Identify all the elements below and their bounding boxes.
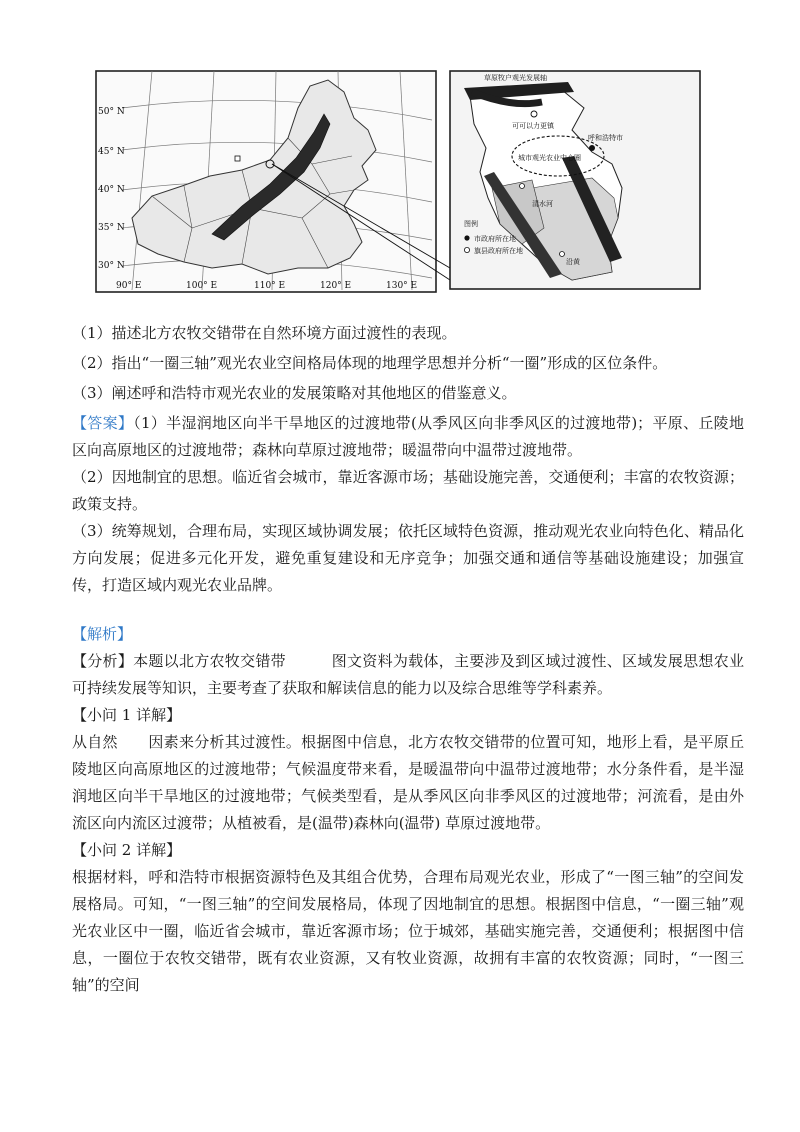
question-2: （2）指出“一圈三轴”观光农业空间格局体现的地理学思想并分析“一圈”形成的区位条件。 [72, 354, 668, 372]
inset-label-top-axis: 草原牧户观光发展轴 [484, 74, 547, 82]
inset-map [450, 71, 700, 289]
fenxi-tag: 【分析】 [72, 652, 134, 670]
legend-title: 图例 [464, 220, 478, 228]
legend-item-county: 旗县政府所在地 [474, 247, 523, 255]
lon-label-110: 110° E [254, 281, 286, 291]
analysis-section [72, 621, 744, 999]
question-3: （3）阐述呼和浩特市观光农业的发展策略对其他地区的借鉴意义。 [72, 384, 517, 402]
answer-paragraph-1 [72, 410, 744, 464]
inset-label-circle: 城市观光农业中心圈 [518, 154, 581, 162]
legend-item-city: 市政府所在地 [474, 235, 516, 243]
question-1: （1）描述北方农牧交错带在自然环境方面过渡性的表现。 [72, 324, 457, 342]
answer-tag: 【答案】 [72, 414, 134, 432]
lon-label-120: 120° E [320, 281, 352, 291]
lat-label-30: 30° N [98, 261, 125, 271]
answer-paragraph-3: （3）统筹规划，合理布局，实现区域协调发展；依托区域特色资源，推动观光农业向特色化、精品化方向发展；促进多元化开发，避免重复建设和无序竞争；加强交通和通信等基础设施建设；加强宣传，打造区域内观光农业品牌。 [72, 522, 744, 594]
lat-label-35: 35° N [98, 223, 125, 233]
main-map [96, 71, 450, 292]
inset-label-banner: 清水河 [532, 200, 553, 208]
answer-section [72, 410, 744, 599]
lat-label-40: 40° N [98, 185, 125, 195]
lon-label-90: 90° E [116, 281, 142, 291]
legend-county-symbol [464, 247, 469, 252]
lat-label-50: 50° N [98, 107, 125, 117]
lon-label-130: 130° E [386, 281, 418, 291]
legend-city-symbol [464, 235, 469, 240]
q1-title: 【小问 1 详解】 [72, 706, 182, 724]
q2-title: 【小问 2 详解】 [72, 841, 182, 859]
analysis-tag: 【解析】 [72, 625, 133, 643]
answer-paragraph-2: （2）因地制宜的思想。临近省会城市，靠近客源市场；基础设施完善，交通便利；丰富的农牧资源；政策支持。 [72, 468, 744, 513]
inset-label-bottom: 沿黄 [566, 258, 580, 266]
inset-label-city: 呼和浩特市 [588, 134, 623, 142]
analysis-fenxi [72, 648, 744, 702]
fenxi-text: 本题以北方农牧交错带 图文资料为载体，主要涉及到区域过渡性、区域发展思想农业可持续发展等知识，主要考查了获取和解读信息的能力以及综合思维等学科素养。 [72, 652, 744, 697]
map-figure [92, 68, 704, 294]
q2-text: 根据材料，呼和浩特市根据资源特色及其组合优势，合理布局观光农业，形成了“一图三轴”的空间发展格局。可知，“一图三轴”的空间发展格局，体现了因地制宜的思想。根据图中信息，“一圈三轴”观光农业区中一圈，临近省会城市，靠近客源市场；位于城郊，基础实施完善，交通便利；根据图中信息，一圈位于农牧交错带，既有农业资源，又有牧业资源，故拥有丰富的农牧资源；同时，“一图三轴”的空间 [72, 868, 744, 994]
answer-text-1: （1）半湿润地区向半干旱地区的过渡地带(从季风区向非季风区的过渡地带)；平原、丘陵地区向高原地区的过渡地带；森林向草原过渡地带；暖温带向中温带过渡地带。 [72, 414, 744, 459]
lat-label-45: 45° N [98, 147, 125, 157]
inset-label-town: 可可以力更镇 [512, 122, 554, 130]
lon-label-100: 100° E [186, 281, 218, 291]
q1-text: 从自然 因素来分析其过渡性。根据图中信息，北方农牧交错带的位置可知，地形上看，是平原丘陵地区向高原地区的过渡地带；气候温度带来看，是暖温带向中温带过渡地带；水分条件看，是半湿润地区向半干旱地区的过渡地带；气候类型看，是从季风区向非季风区的过渡地带；河流看，是由外流区向内流区过渡带；从植被看，是(温带)森林向(温带) 草原过渡地带。 [72, 733, 744, 832]
